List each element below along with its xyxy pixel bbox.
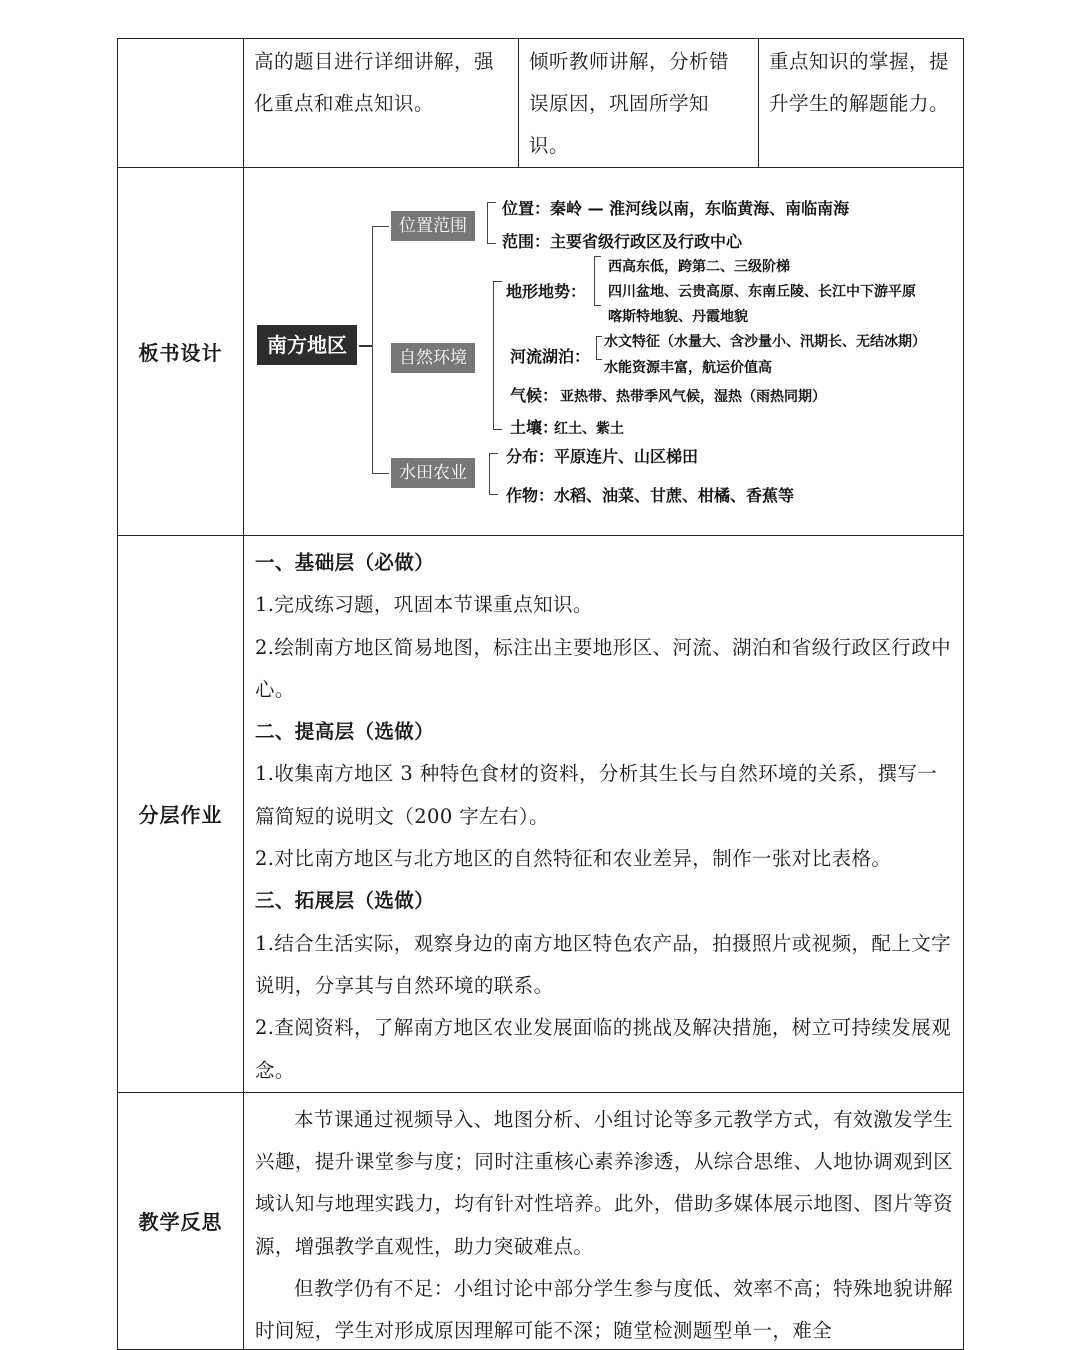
advanced-level-title: 二、提高层（选做） [255, 720, 435, 744]
crops-label: 作物： [506, 486, 555, 505]
soil-text: 红土、紫土 [554, 421, 624, 437]
terrain-brace [594, 256, 601, 306]
reflection-paragraph: 但教学仍有不足：小组讨论中部分学生参与度低、效率不高；特殊地貌讲解时间短，学生对形成原因理解可能不深；随堂检测题型单一，难全 [255, 1277, 953, 1343]
branch-paddy-agriculture: 水田农业 [391, 458, 475, 488]
basic-level-item: 1.完成练习题，巩固本节课重点知识。 [255, 593, 593, 617]
range-item: 范围：主要省级行政区及行政中心 [502, 232, 743, 251]
extension-level-title: 三、拓展层（选做） [255, 889, 435, 913]
branch-location: 位置范围 [391, 211, 475, 241]
terrain-item: 喀斯特地貌、丹霞地貌 [608, 309, 748, 325]
lesson-plan-table [117, 38, 964, 1350]
branch-location-brace [487, 202, 496, 244]
basic-level-title: 一、基础层（必做） [255, 551, 435, 574]
board-design-cell [244, 168, 964, 536]
terrain-item: 西高东低，跨第二、三级阶梯 [608, 259, 790, 275]
mind-map [244, 168, 954, 535]
reflection-paragraph: 本节课通过视频导入、地图分析、小组讨论等多元教学方式，有效激发学生兴趣，提升课堂参与度；同时注重核心素养渗透，从综合思维、人地协调观到区域认知与地理实践力，均有针对性培养。此外，借助多媒体展示地图、图片等资源，增强教学直观性，助力突破难点。 [255, 1107, 953, 1258]
advanced-level-item: 2.对比南方地区与北方地区的自然特征和农业差异，制作一张对比表格。 [255, 847, 892, 871]
design-intent-text: 重点知识的掌握，提升学生的解题能力。 [759, 39, 964, 167]
board-design-label: 板书设计 [118, 168, 244, 536]
reflection-cell [244, 1092, 964, 1349]
advanced-level-item: 1.收集南方地区 3 种特色食材的资料，分析其生长与自然环境的关系，撰写一篇简短的说明文（200 字左右）。 [255, 762, 938, 828]
terrain-item: 四川盆地、云贵高原、东南丘陵、长江中下游平原 [608, 284, 916, 300]
branch-natural-brace [493, 281, 502, 430]
teacher-activity-text: 高的题目进行详细讲解，强化重点和难点知识。 [254, 50, 495, 115]
table-row [118, 39, 964, 168]
distribution-label: 分布： [506, 447, 555, 466]
climate-label: 气候： [510, 386, 559, 405]
basic-level-item: 2.绘制南方地区简易地图，标注出主要地形区、河流、湖泊和省级行政区行政中心。 [255, 635, 952, 701]
root-connector [359, 345, 372, 347]
location-item: 位置：秦岭 — 淮河线以南，东临黄海、南临南海 [502, 199, 850, 218]
extension-level-item: 2.查阅资料，了解南方地区农业发展面临的挑战及解决措施，树立可持续发展观念。 [255, 1016, 952, 1082]
river-label: 河流湖泊： [510, 347, 591, 366]
top-content-cell [244, 39, 964, 168]
river-brace [596, 336, 602, 360]
student-activity-text: 倾听教师讲解，分析错误原因，巩固所学知识。 [519, 39, 759, 167]
extension-level-item: 1.结合生活实际，观察身边的南方地区特色农产品，拍摄照片或视频，配上文字说明，分享其与自然环境的联系。 [255, 931, 952, 997]
homework-label: 分层作业 [118, 536, 244, 1093]
table-row [118, 168, 964, 536]
branch-agriculture-brace [489, 453, 498, 495]
climate-text: 亚热带、热带季风气候，湿热（雨热同期） [560, 389, 826, 405]
crops-text: 水稻、油菜、甘蔗、柑橘、香蕉等 [554, 486, 795, 505]
reflection-label: 教学反思 [118, 1092, 244, 1349]
empty-label-cell [118, 39, 244, 168]
river-item: 水能资源丰富，航运价值高 [604, 360, 772, 376]
terrain-label: 地形地势： [506, 282, 587, 301]
homework-cell [244, 536, 964, 1093]
branch-natural-environment: 自然环境 [391, 343, 475, 373]
river-item: 水文特征（水量大、含沙量小、汛期长、无结冰期） [604, 334, 926, 350]
table-row [118, 1092, 964, 1349]
table-row [118, 536, 964, 1093]
root-brace [372, 226, 389, 474]
mind-map-root: 南方地区 [257, 325, 357, 365]
distribution-text: 平原连片、山区梯田 [554, 447, 699, 466]
soil-label: 土壤： [510, 418, 559, 437]
